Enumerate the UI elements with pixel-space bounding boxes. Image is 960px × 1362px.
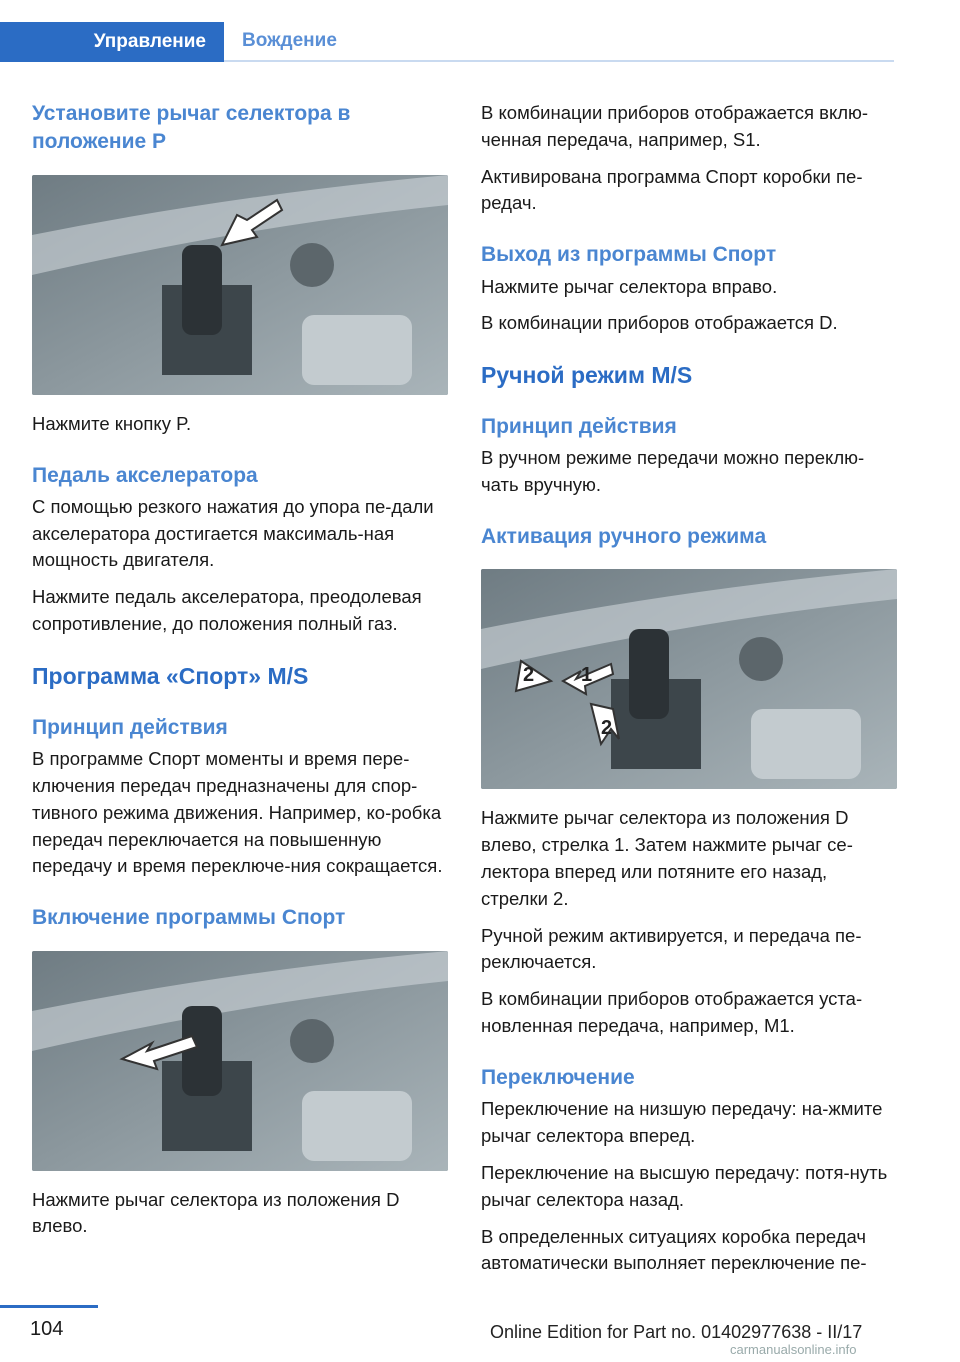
left-column bbox=[32, 100, 448, 1250]
photo-selector-lever-manual bbox=[481, 569, 897, 789]
heading-manual-activate: Активация ручного режима bbox=[481, 525, 767, 549]
text-upshift: Переключение на высшую передачу: потя‐нуть рычаг селектора назад. bbox=[481, 1161, 888, 1210]
heading-principle-2: Принцип действия bbox=[481, 415, 677, 439]
text-manual-activate-1: Нажмите рычаг селектора из положения D влево, стрелка 1. Затем нажмите рычаг се‐лектора вперед или потяните его назад, стрелки 2. bbox=[481, 807, 853, 909]
photo-selector-lever-p bbox=[32, 175, 448, 395]
text-press-p: Нажмите кнопку P. bbox=[32, 412, 192, 434]
text-manual-principle: В ручном режиме передачи можно переклю‐чать вручную. bbox=[481, 447, 865, 496]
watermark: carmanualsonline.info bbox=[730, 1342, 857, 1357]
heading-sport-program: Программа «Спорт» M/S bbox=[32, 662, 309, 689]
text-sport-active: Активирована программа Спорт коробки пе‐редач. bbox=[481, 165, 863, 214]
text-downshift: Переключение на низшую передачу: на‐жмите рычаг селектора вперед. bbox=[481, 1098, 883, 1147]
arrow-label-2b: 2 bbox=[601, 717, 613, 740]
text-accelerator-2: Нажмите педаль акселератора, преодолевая сопротивление, до положения полный газ. bbox=[32, 586, 422, 635]
text-manual-activate-2: Ручной режим активируется, и передача пе‐реключается. bbox=[481, 924, 862, 973]
photo-selector-lever-left bbox=[32, 951, 448, 1171]
heading-sport-on: Включение программы Спорт bbox=[32, 906, 346, 930]
right-column bbox=[481, 100, 897, 1287]
heading-selector-p: Установите рычаг селектора в положение P bbox=[32, 102, 351, 154]
heading-principle-1: Принцип действия bbox=[32, 715, 228, 739]
text-auto-shift: В определенных ситуациях коробка передач автоматически выполняет переключение пе‐ bbox=[481, 1225, 867, 1274]
edition-info: Online Edition for Part no. 01402977638 - II/17 bbox=[490, 1322, 863, 1342]
tab-control[interactable]: Управление bbox=[0, 22, 224, 62]
arrow-label-1: 1 bbox=[581, 664, 593, 687]
page-number: 104 bbox=[30, 1318, 64, 1340]
heading-accelerator: Педаль акселератора bbox=[32, 463, 258, 487]
text-d-shown: В комбинации приборов отображается D. bbox=[481, 312, 838, 334]
text-manual-gear-shown: В комбинации приборов отображается уста‐новленная передача, например, M1. bbox=[481, 988, 863, 1037]
tab-driving[interactable]: Вождение bbox=[224, 22, 894, 62]
text-sport-on: Нажмите рычаг селектора из положения D влево. bbox=[32, 1188, 400, 1237]
heading-sport-exit: Выход из программы Спорт bbox=[481, 243, 777, 267]
text-accelerator-1: С помощью резкого нажатия до упора пе‐дали акселератора достигается максималь‐ная мощность двигателя. bbox=[32, 495, 434, 571]
text-sport-principle: В программе Спорт моменты и время пере‐ключения передач предназначены для спор‐тивного режима движения. Например, ко‐робка передач переключается на повышенную передачу и время переключе‐ния сокращается. bbox=[32, 748, 443, 877]
footer-rule bbox=[0, 1305, 98, 1308]
text-gear-shown: В комбинации приборов отображается вклю‐ченная передача, например, S1. bbox=[481, 102, 869, 150]
text-press-right: Нажмите рычаг селектора вправо. bbox=[481, 275, 778, 297]
heading-shifting: Переключение bbox=[481, 1065, 635, 1089]
arrow-label-2a: 2 bbox=[523, 664, 535, 687]
heading-manual-mode: Ручной режим M/S bbox=[481, 362, 693, 389]
chapter-tabs bbox=[0, 0, 960, 62]
